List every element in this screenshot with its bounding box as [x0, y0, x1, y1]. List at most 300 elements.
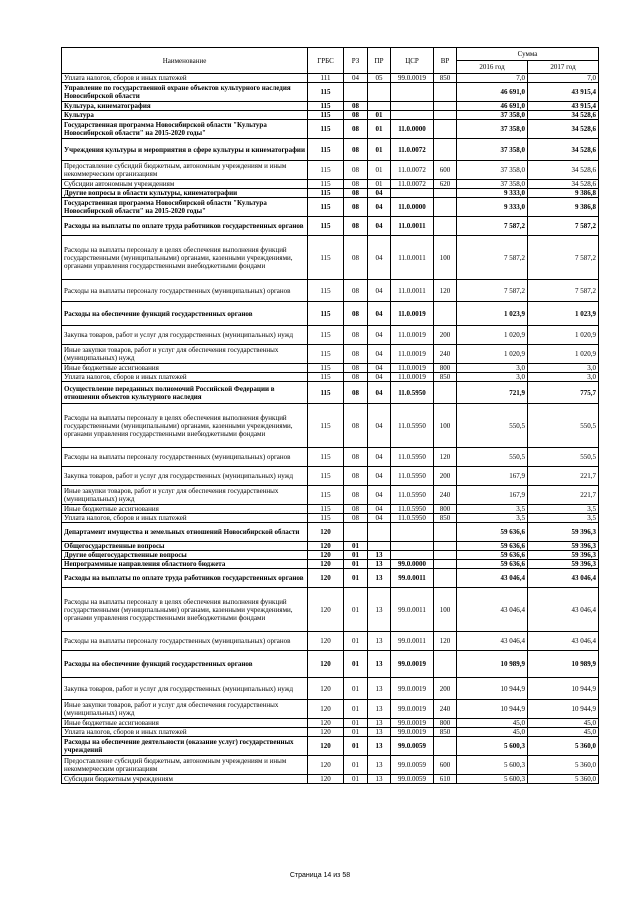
row-csr: 11.0.0072 — [391, 139, 434, 161]
row-sum-2017: 43 915,4 — [528, 102, 599, 111]
row-sum-2016: 1 020,9 — [457, 326, 528, 345]
row-vr — [434, 551, 457, 560]
table-row — [62, 678, 599, 700]
row-sum-2017: 3,5 — [528, 505, 599, 514]
row-csr: 11.0.0019 — [391, 302, 434, 326]
row-sum-2016: 43 046,4 — [457, 588, 528, 632]
row-pr: 04 — [368, 448, 391, 467]
row-pr: 04 — [368, 514, 391, 523]
row-csr — [391, 542, 434, 551]
row-grbs: 115 — [308, 404, 344, 448]
row-vr: 100 — [434, 236, 457, 280]
row-pr: 04 — [368, 345, 391, 364]
row-vr — [434, 523, 457, 542]
budget-table — [61, 47, 599, 784]
row-vr: 120 — [434, 448, 457, 467]
row-pr: 13 — [368, 632, 391, 651]
col-name-header: Наименование — [62, 48, 308, 74]
row-sum-2017: 5 360,0 — [528, 737, 599, 756]
row-rz: 08 — [344, 180, 368, 189]
row-grbs: 120 — [308, 651, 344, 678]
row-grbs: 120 — [308, 728, 344, 737]
row-sum-2017: 221,7 — [528, 467, 599, 486]
row-grbs: 115 — [308, 189, 344, 198]
row-sum-2016: 9 333,0 — [457, 189, 528, 198]
row-sum-2017: 45,0 — [528, 728, 599, 737]
table-row — [62, 217, 599, 236]
row-sum-2016: 59 636,6 — [457, 551, 528, 560]
row-sum-2016: 43 046,4 — [457, 632, 528, 651]
row-vr: 200 — [434, 678, 457, 700]
row-pr: 01 — [368, 111, 391, 120]
row-sum-2016: 7 587,2 — [457, 217, 528, 236]
row-sum-2016: 10 989,9 — [457, 651, 528, 678]
row-sum-2017: 10 944,9 — [528, 700, 599, 719]
row-pr — [368, 523, 391, 542]
row-name: Другие вопросы в области культуры, кинематографии — [62, 189, 308, 198]
row-rz — [344, 83, 368, 102]
row-grbs: 115 — [308, 382, 344, 404]
row-csr — [391, 551, 434, 560]
table-row — [62, 404, 599, 448]
row-rz: 08 — [344, 345, 368, 364]
table-row — [62, 542, 599, 551]
row-sum-2017: 1 020,9 — [528, 345, 599, 364]
row-sum-2017: 550,5 — [528, 404, 599, 448]
row-name: Департамент имущества и земельных отношений Новосибирской области — [62, 523, 308, 542]
row-sum-2017: 34 528,6 — [528, 120, 599, 139]
row-grbs: 115 — [308, 83, 344, 102]
table-row — [62, 102, 599, 111]
row-name: Иные закупки товаров, работ и услуг для обеспечения государственных (муниципальных) нужд — [62, 700, 308, 719]
table-row — [62, 719, 599, 728]
row-sum-2016: 550,5 — [457, 404, 528, 448]
row-grbs: 115 — [308, 180, 344, 189]
row-sum-2017: 221,7 — [528, 486, 599, 505]
row-name: Иные бюджетные ассигнования — [62, 505, 308, 514]
row-grbs: 115 — [308, 139, 344, 161]
row-rz: 08 — [344, 217, 368, 236]
row-name: Расходы на выплаты по оплате труда работников государственных органов — [62, 217, 308, 236]
row-csr — [391, 523, 434, 542]
row-csr: 11.0.0019 — [391, 364, 434, 373]
row-pr — [368, 542, 391, 551]
row-sum-2017: 59 396,3 — [528, 551, 599, 560]
row-name: Иные закупки товаров, работ и услуг для обеспечения государственных (муниципальных) нужд — [62, 486, 308, 505]
row-pr: 05 — [368, 74, 391, 83]
row-grbs: 115 — [308, 111, 344, 120]
row-rz: 08 — [344, 486, 368, 505]
col-2017-header: 2017 год — [528, 61, 599, 74]
row-pr: 04 — [368, 302, 391, 326]
row-rz: 08 — [344, 373, 368, 382]
row-grbs: 120 — [308, 523, 344, 542]
row-name: Уплата налогов, сборов и иных платежей — [62, 514, 308, 523]
row-sum-2017: 10 944,9 — [528, 678, 599, 700]
row-vr: 850 — [434, 514, 457, 523]
col-pr-header: ПР — [368, 48, 391, 74]
row-vr: 240 — [434, 700, 457, 719]
row-vr — [434, 139, 457, 161]
table-row — [62, 560, 599, 569]
row-rz: 01 — [344, 728, 368, 737]
row-sum-2017: 10 989,9 — [528, 651, 599, 678]
row-vr — [434, 542, 457, 551]
row-csr: 11.0.5950 — [391, 514, 434, 523]
row-vr — [434, 83, 457, 102]
row-grbs: 115 — [308, 198, 344, 217]
row-sum-2017: 59 396,3 — [528, 523, 599, 542]
row-sum-2016: 37 358,0 — [457, 111, 528, 120]
table-row — [62, 180, 599, 189]
row-csr: 99.0.0059 — [391, 737, 434, 756]
row-pr — [368, 83, 391, 102]
row-name: Государственная программа Новосибирской области "Культура Новосибирской области" на 2015-2020 годы" — [62, 120, 308, 139]
row-sum-2017: 7 587,2 — [528, 217, 599, 236]
row-pr: 13 — [368, 678, 391, 700]
row-sum-2016: 46 691,0 — [457, 83, 528, 102]
row-name: Закупка товаров, работ и услуг для государственных (муниципальных) нужд — [62, 326, 308, 345]
row-sum-2016: 7,0 — [457, 74, 528, 83]
row-csr — [391, 111, 434, 120]
row-csr: 99.0.0019 — [391, 719, 434, 728]
table-row — [62, 83, 599, 102]
row-rz: 01 — [344, 737, 368, 756]
row-grbs: 120 — [308, 775, 344, 784]
row-sum-2016: 46 691,0 — [457, 102, 528, 111]
row-sum-2016: 3,5 — [457, 505, 528, 514]
row-sum-2016: 1 020,9 — [457, 345, 528, 364]
row-grbs: 115 — [308, 345, 344, 364]
row-pr: 04 — [368, 467, 391, 486]
row-grbs: 115 — [308, 505, 344, 514]
row-pr: 04 — [368, 326, 391, 345]
row-grbs: 115 — [308, 448, 344, 467]
row-grbs: 115 — [308, 373, 344, 382]
table-row — [62, 198, 599, 217]
row-sum-2017: 9 386,8 — [528, 189, 599, 198]
row-pr: 13 — [368, 569, 391, 588]
row-pr: 13 — [368, 551, 391, 560]
row-sum-2016: 167,9 — [457, 467, 528, 486]
row-grbs: 120 — [308, 560, 344, 569]
row-grbs: 120 — [308, 678, 344, 700]
row-pr: 04 — [368, 198, 391, 217]
row-sum-2017: 45,0 — [528, 719, 599, 728]
row-name: Уплата налогов, сборов и иных платежей — [62, 74, 308, 83]
row-sum-2016: 3,0 — [457, 364, 528, 373]
row-sum-2016: 5 600,3 — [457, 737, 528, 756]
row-rz: 08 — [344, 198, 368, 217]
row-vr: 600 — [434, 756, 457, 775]
row-name: Государственная программа Новосибирской области "Культура Новосибирской области" на 2015-2020 годы" — [62, 198, 308, 217]
row-vr: 620 — [434, 180, 457, 189]
table-row — [62, 700, 599, 719]
row-rz: 08 — [344, 111, 368, 120]
row-rz: 01 — [344, 756, 368, 775]
row-name: Расходы на обеспечение функций государственных органов — [62, 302, 308, 326]
row-sum-2017: 3,0 — [528, 364, 599, 373]
row-sum-2016: 45,0 — [457, 728, 528, 737]
row-csr: 11.0.0011 — [391, 217, 434, 236]
row-rz: 08 — [344, 404, 368, 448]
row-vr — [434, 120, 457, 139]
row-sum-2016: 5 600,3 — [457, 756, 528, 775]
table-row — [62, 161, 599, 180]
table-row — [62, 632, 599, 651]
row-vr — [434, 302, 457, 326]
row-name: Иные бюджетные ассигнования — [62, 719, 308, 728]
row-sum-2016: 43 046,4 — [457, 569, 528, 588]
row-grbs: 120 — [308, 551, 344, 560]
row-csr: 11.0.0019 — [391, 345, 434, 364]
row-sum-2016: 10 944,9 — [457, 700, 528, 719]
row-rz — [344, 523, 368, 542]
row-grbs: 115 — [308, 326, 344, 345]
row-grbs: 120 — [308, 588, 344, 632]
row-pr: 04 — [368, 236, 391, 280]
row-csr: 11.0.5950 — [391, 382, 434, 404]
table-row — [62, 236, 599, 280]
row-csr: 11.0.0019 — [391, 373, 434, 382]
row-vr — [434, 560, 457, 569]
row-rz: 08 — [344, 120, 368, 139]
row-rz: 01 — [344, 542, 368, 551]
row-name: Расходы на выплаты персоналу государственных (муниципальных) органов — [62, 448, 308, 467]
row-sum-2016: 5 600,3 — [457, 775, 528, 784]
table-row — [62, 189, 599, 198]
row-pr: 13 — [368, 700, 391, 719]
row-sum-2017: 5 360,0 — [528, 756, 599, 775]
row-name: Расходы на выплаты персоналу государственных (муниципальных) органов — [62, 280, 308, 302]
row-sum-2016: 3,0 — [457, 373, 528, 382]
row-vr — [434, 569, 457, 588]
row-rz: 04 — [344, 74, 368, 83]
table-row — [62, 382, 599, 404]
row-csr: 11.0.5950 — [391, 404, 434, 448]
row-name: Предоставление субсидий бюджетным, автономным учреждениям и иным некоммерческим организациям — [62, 756, 308, 775]
row-grbs: 120 — [308, 569, 344, 588]
table-row — [62, 756, 599, 775]
row-sum-2016: 7 587,2 — [457, 236, 528, 280]
row-pr: 04 — [368, 217, 391, 236]
row-sum-2017: 34 528,6 — [528, 161, 599, 180]
row-csr: 99.0.0019 — [391, 651, 434, 678]
row-rz: 01 — [344, 678, 368, 700]
row-rz: 08 — [344, 302, 368, 326]
col-grbs-header: ГРБС — [308, 48, 344, 74]
row-rz: 08 — [344, 189, 368, 198]
row-pr: 04 — [368, 373, 391, 382]
row-sum-2016: 37 358,0 — [457, 180, 528, 189]
row-csr: 11.0.0019 — [391, 326, 434, 345]
row-vr: 120 — [434, 280, 457, 302]
table-row — [62, 139, 599, 161]
row-csr: 99.0.0000 — [391, 560, 434, 569]
row-sum-2017: 7 587,2 — [528, 236, 599, 280]
row-grbs: 115 — [308, 120, 344, 139]
row-csr: 11.0.0072 — [391, 180, 434, 189]
row-vr: 600 — [434, 161, 457, 180]
row-sum-2016: 167,9 — [457, 486, 528, 505]
row-vr: 240 — [434, 486, 457, 505]
row-name: Закупка товаров, работ и услуг для государственных (муниципальных) нужд — [62, 678, 308, 700]
row-sum-2017: 34 528,6 — [528, 139, 599, 161]
row-pr: 04 — [368, 364, 391, 373]
row-sum-2017: 43 915,4 — [528, 83, 599, 102]
row-rz: 08 — [344, 382, 368, 404]
row-rz: 01 — [344, 719, 368, 728]
row-name: Непрограммные направления областного бюджета — [62, 560, 308, 569]
row-pr: 01 — [368, 161, 391, 180]
row-vr — [434, 111, 457, 120]
row-sum-2017: 1 020,9 — [528, 326, 599, 345]
page-number: Страница 14 из 58 — [289, 872, 351, 879]
table-row — [62, 120, 599, 139]
col-sum-header: Сумма — [457, 48, 599, 61]
row-rz: 08 — [344, 139, 368, 161]
row-grbs: 111 — [308, 74, 344, 83]
row-pr: 01 — [368, 120, 391, 139]
row-pr: 04 — [368, 486, 391, 505]
row-csr — [391, 83, 434, 102]
row-pr: 01 — [368, 139, 391, 161]
row-sum-2017: 3,5 — [528, 514, 599, 523]
row-name: Общегосударственные вопросы — [62, 542, 308, 551]
row-rz: 08 — [344, 505, 368, 514]
row-pr: 04 — [368, 280, 391, 302]
table-row — [62, 505, 599, 514]
row-rz: 08 — [344, 364, 368, 373]
row-vr: 200 — [434, 467, 457, 486]
row-sum-2017: 34 528,6 — [528, 180, 599, 189]
row-grbs: 115 — [308, 236, 344, 280]
row-sum-2016: 550,5 — [457, 448, 528, 467]
row-sum-2017: 7,0 — [528, 74, 599, 83]
row-sum-2017: 43 046,4 — [528, 632, 599, 651]
row-vr: 800 — [434, 364, 457, 373]
row-name: Уплата налогов, сборов и иных платежей — [62, 373, 308, 382]
table-row — [62, 775, 599, 784]
table-row — [62, 373, 599, 382]
row-csr: 11.0.5950 — [391, 467, 434, 486]
row-sum-2017: 550,5 — [528, 448, 599, 467]
row-vr — [434, 651, 457, 678]
row-vr: 200 — [434, 326, 457, 345]
row-rz: 01 — [344, 588, 368, 632]
row-csr: 99.0.0059 — [391, 775, 434, 784]
row-sum-2017: 34 528,6 — [528, 111, 599, 120]
row-sum-2017: 7 587,2 — [528, 280, 599, 302]
row-csr: 99.0.0059 — [391, 756, 434, 775]
col-2016-header: 2016 год — [457, 61, 528, 74]
row-csr: 99.0.0011 — [391, 588, 434, 632]
row-csr: 99.0.0019 — [391, 700, 434, 719]
row-name: Закупка товаров, работ и услуг для государственных (муниципальных) нужд — [62, 467, 308, 486]
row-name: Расходы на выплаты по оплате труда работников государственных органов — [62, 569, 308, 588]
row-grbs: 115 — [308, 514, 344, 523]
row-pr: 04 — [368, 505, 391, 514]
row-csr: 11.0.0072 — [391, 161, 434, 180]
row-sum-2017: 5 360,0 — [528, 775, 599, 784]
row-sum-2016: 45,0 — [457, 719, 528, 728]
row-vr — [434, 198, 457, 217]
row-name: Культура, кинематография — [62, 102, 308, 111]
row-pr: 13 — [368, 728, 391, 737]
table-row — [62, 111, 599, 120]
row-csr: 99.0.0019 — [391, 728, 434, 737]
row-vr: 240 — [434, 345, 457, 364]
row-name: Расходы на выплаты персоналу в целях обеспечения выполнения функций государственными (муниципальными) органами, казенными учреждениями, органами управления государственными внебюджетными фондами — [62, 588, 308, 632]
table-row — [62, 737, 599, 756]
row-sum-2016: 721,9 — [457, 382, 528, 404]
row-vr — [434, 737, 457, 756]
row-sum-2017: 775,7 — [528, 382, 599, 404]
row-sum-2016: 59 636,6 — [457, 523, 528, 542]
row-vr: 850 — [434, 373, 457, 382]
table-row — [62, 364, 599, 373]
row-sum-2017: 43 046,4 — [528, 588, 599, 632]
row-vr — [434, 189, 457, 198]
row-sum-2016: 9 333,0 — [457, 198, 528, 217]
row-csr: 11.0.5950 — [391, 486, 434, 505]
row-name: Учреждения культуры и мероприятия в сфере культуры и кинематографии — [62, 139, 308, 161]
row-rz: 08 — [344, 326, 368, 345]
row-pr: 13 — [368, 588, 391, 632]
row-pr: 04 — [368, 404, 391, 448]
row-grbs: 115 — [308, 467, 344, 486]
table-row — [62, 74, 599, 83]
row-csr — [391, 102, 434, 111]
row-csr: 11.0.5950 — [391, 505, 434, 514]
row-name: Культура — [62, 111, 308, 120]
row-sum-2016: 59 636,6 — [457, 560, 528, 569]
row-grbs: 120 — [308, 632, 344, 651]
row-vr: 100 — [434, 404, 457, 448]
row-sum-2017: 1 023,9 — [528, 302, 599, 326]
table-body — [62, 74, 599, 784]
row-grbs: 120 — [308, 737, 344, 756]
row-csr: 11.0.0000 — [391, 120, 434, 139]
row-grbs: 115 — [308, 486, 344, 505]
header-row — [62, 48, 599, 61]
row-csr: 99.0.0011 — [391, 569, 434, 588]
row-sum-2016: 10 944,9 — [457, 678, 528, 700]
row-name: Субсидии бюджетным учреждениям — [62, 775, 308, 784]
table-row — [62, 280, 599, 302]
row-rz: 01 — [344, 560, 368, 569]
row-pr: 13 — [368, 756, 391, 775]
row-rz: 08 — [344, 514, 368, 523]
row-sum-2017: 9 386,8 — [528, 198, 599, 217]
row-grbs: 115 — [308, 364, 344, 373]
row-csr: 99.0.0011 — [391, 632, 434, 651]
row-csr: 99.0.0019 — [391, 678, 434, 700]
row-vr: 120 — [434, 632, 457, 651]
row-csr: 11.0.0011 — [391, 236, 434, 280]
row-rz: 01 — [344, 775, 368, 784]
row-rz: 01 — [344, 700, 368, 719]
row-vr: 800 — [434, 719, 457, 728]
row-name: Расходы на выплаты персоналу в целях обеспечения выполнения функций государственными (муниципальными) органами, казенными учреждениями, органами управления государственными внебюджетными фондами — [62, 236, 308, 280]
table-row — [62, 302, 599, 326]
row-csr: 11.0.0011 — [391, 280, 434, 302]
table-row — [62, 728, 599, 737]
row-sum-2016: 1 023,9 — [457, 302, 528, 326]
table-row — [62, 326, 599, 345]
row-csr: 11.0.0000 — [391, 198, 434, 217]
row-name: Управление по государственной охране объектов культурного наследия Новосибирской области — [62, 83, 308, 102]
